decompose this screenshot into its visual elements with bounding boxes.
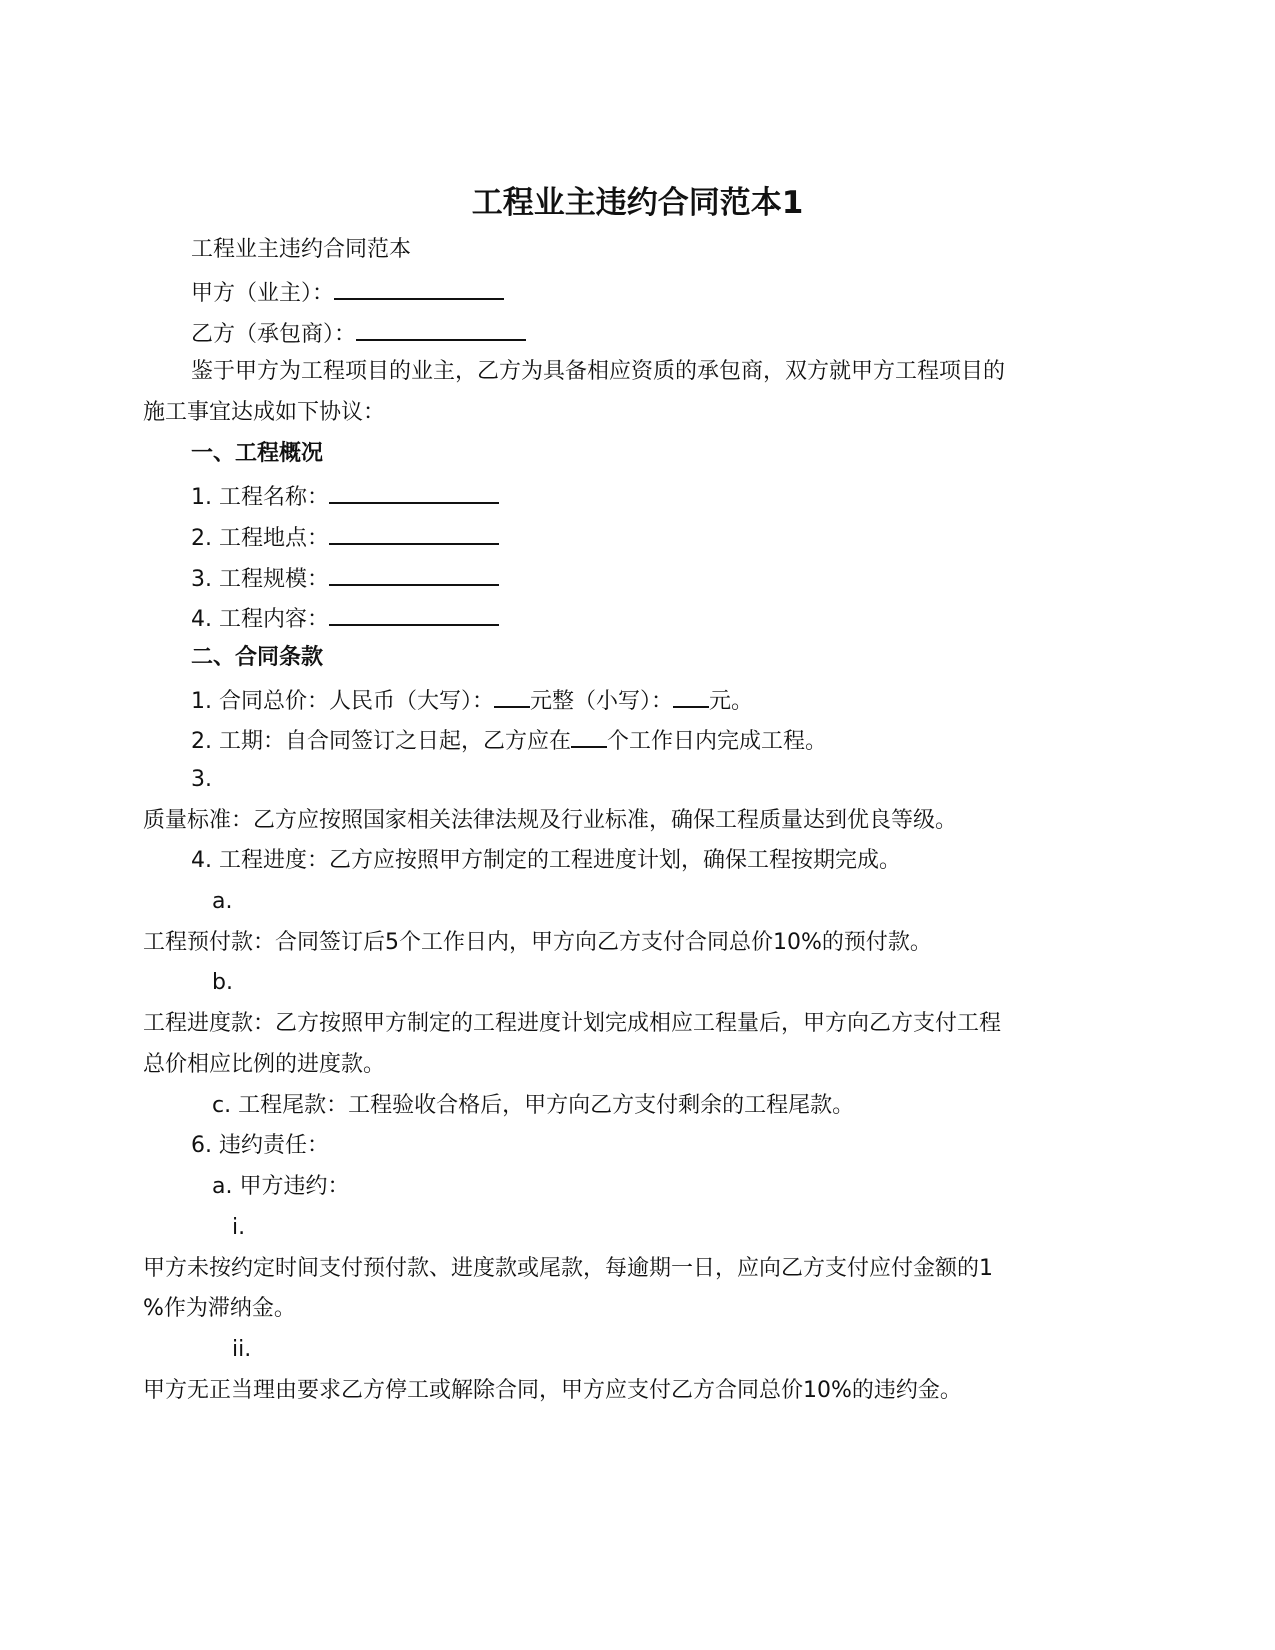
late-fee-2: %作为滞纳金。 [143,1296,296,1321]
project-content-blank [329,602,499,626]
item-b-marker: b. [212,970,233,995]
project-location-blank [329,521,499,545]
project-name-line [191,480,499,513]
intro-line-1: 鉴于甲方为工程项目的业主，乙方为具备相应资质的承包商，双方就甲方工程项目的 [191,359,1006,384]
intro-line-2: 施工事宜达成如下协议： [143,400,386,425]
document-title: 工程业主违约合同范本1 [471,185,804,221]
subtitle: 工程业主违约合同范本 [191,237,412,262]
progress-payment-2: 总价相应比例的进度款。 [143,1052,386,1077]
project-scale-blank [329,562,499,586]
contract-price-mid: 元整（小写）： [529,689,673,714]
duration-line [191,724,827,757]
project-location-line [191,521,499,554]
project-scale-label: 3. 工程规模： [191,567,329,592]
item-a-marker: a. [212,889,233,914]
party-a-line [191,276,504,309]
project-name-blank [329,480,499,504]
item3-number: 3. [191,767,212,792]
party-a-blank [334,276,504,300]
section1-heading: 一、工程概况 [191,441,324,466]
progress-item: 4. 工程进度：乙方应按照甲方制定的工程进度计划，确保工程按期完成。 [191,848,901,873]
quality-standard: 质量标准：乙方应按照国家相关法律法规及行业标准，确保工程质量达到优良等级。 [143,808,958,833]
progress-payment-1: 工程进度款：乙方按照甲方制定的工程进度计划完成相应工程量后，甲方向乙方支付工程 [143,1011,1002,1036]
termination-penalty: 甲方无正当理由要求乙方停工或解除合同，甲方应支付乙方合同总价10%的违约金。 [143,1378,962,1403]
price-uppercase-blank [494,684,530,708]
price-lowercase-blank [673,684,709,708]
contract-price-line [191,684,753,717]
project-location-label: 2. 工程地点： [191,526,329,551]
breach-liability: 6. 违约责任： [191,1133,329,1158]
duration-end: 个工作日内完成工程。 [607,729,828,754]
project-content-line [191,602,499,635]
late-fee-1: 甲方未按约定时间支付预付款、进度款或尾款，每逾期一日，应向乙方支付应付金额的1 [143,1256,993,1281]
party-a-breach: a. 甲方违约： [212,1174,350,1199]
project-content-label: 4. 工程内容： [191,607,329,632]
party-b-blank [356,317,526,341]
project-scale-line [191,562,499,595]
duration-label: 2. 工期：自合同签订之日起，乙方应在 [191,729,571,754]
contract-price-end: 元。 [709,689,754,714]
project-name-label: 1. 工程名称： [191,485,329,510]
duration-blank [571,724,607,748]
party-b-line [191,317,526,350]
party-b-label: 乙方（承包商）： [191,322,357,347]
item-i-marker: i. [232,1215,246,1240]
item-ii-marker: ii. [232,1337,252,1362]
advance-payment: 工程预付款：合同签订后5个工作日内，甲方向乙方支付合同总价10%的预付款。 [143,930,932,955]
party-a-label: 甲方（业主）： [191,281,335,306]
final-payment: c. 工程尾款：工程验收合格后，甲方向乙方支付剩余的工程尾款。 [212,1093,855,1118]
contract-price-label: 1. 合同总价：人民币（大写）： [191,689,494,714]
section2-heading: 二、合同条款 [191,645,324,670]
